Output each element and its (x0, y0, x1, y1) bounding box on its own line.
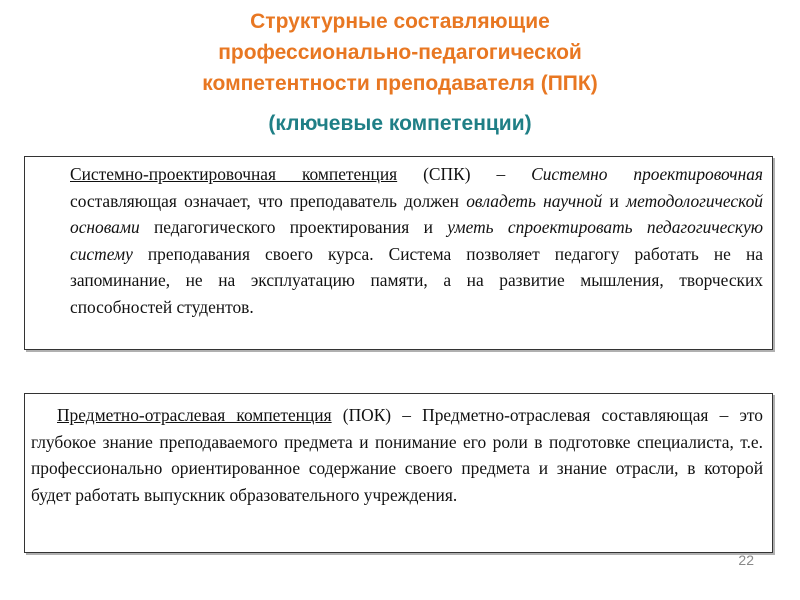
spk-text-4: и (602, 190, 626, 211)
spk-competence-box (24, 156, 773, 350)
spk-text-6: педагогического проектирования и (139, 217, 448, 238)
spk-text-italic-7: уметь спроектировать педагогическую систему (70, 217, 763, 264)
spk-text-italic-5: методологической основами (70, 190, 763, 238)
spk-abbr: (СПК) – (397, 164, 532, 184)
pok-term: Предметно-отраслевая компетенция (57, 405, 332, 425)
pok-competence-box (24, 393, 773, 553)
title-line-1: Структурные составляющие (250, 10, 550, 33)
title-line-3: компетентности преподавателя (ППК) (202, 72, 598, 95)
spk-text-italic-1: Системно проектировочная (531, 164, 763, 184)
slide-title (100, 6, 700, 99)
spk-text-8: преподавания своего курса. Система позволяет педагогу работать не на запоминание, не на эксплуатацию памяти, а на развитие мышления, творческих способностей студентов. (70, 243, 763, 317)
slide-subtitle: (ключевые компетенции) (268, 112, 532, 135)
spk-text-italic-3: овладеть научной (466, 190, 603, 211)
pok-text: (ПОК) – Предметно-отраслевая составляющая – это глубокое знание преподаваемого предмета и понимание его роли в подготовке специалиста, т.е. профессионально ориентированное содержание своего предмета и знание отрасли, в которой будет работать выпускник образовательного учреждения. (31, 405, 763, 505)
page-number: 22 (738, 552, 754, 568)
title-line-2: профессионально-педагогической (218, 41, 582, 64)
spk-term: Системно-проектировочная компетенция (70, 164, 398, 184)
spk-text-2: составляющая означает, что преподаватель должен (70, 190, 467, 211)
